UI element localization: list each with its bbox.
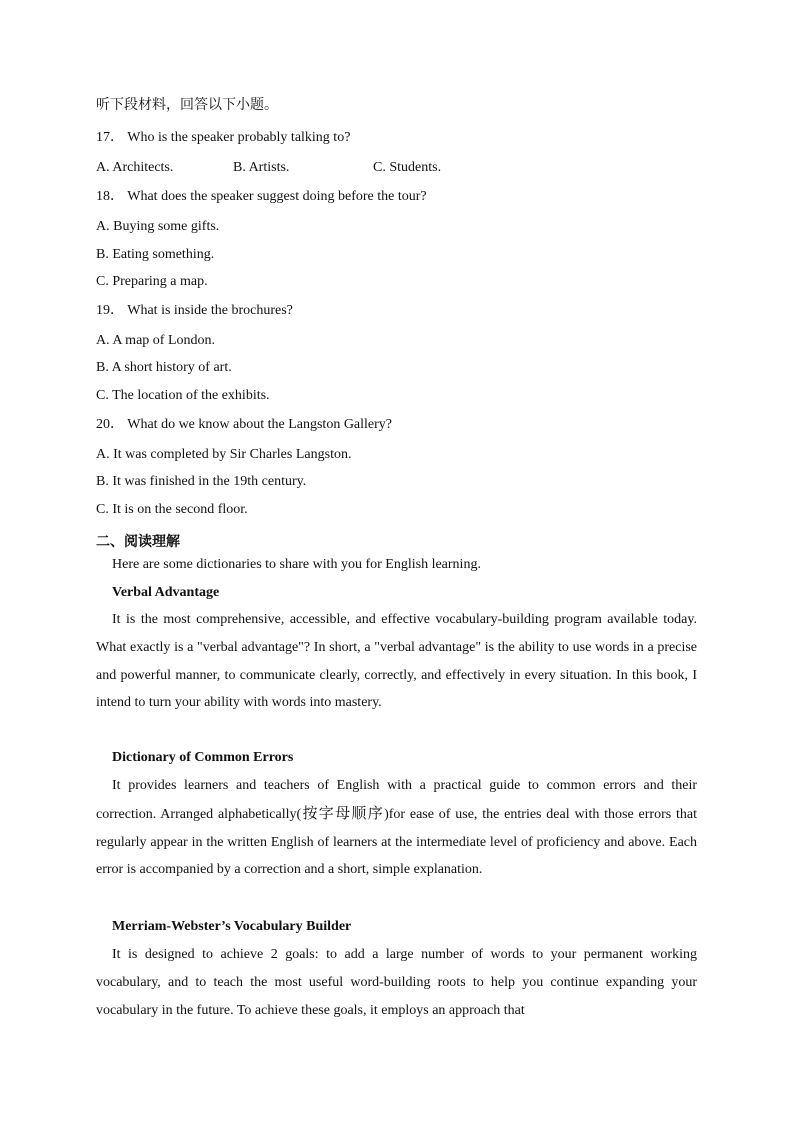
- book-description-vocabulary-builder: It is designed to achieve 2 goals: to add a large number of words to your permanent working vocabulary, and to teach the most useful word-building roots to help you continue expanding your vocabulary in the future. To achieve these goals, it employs an approach that: [96, 947, 697, 1018]
- option-c: C. Students.: [373, 160, 442, 175]
- chinese-gloss: 按字母顺序: [301, 803, 385, 822]
- question-number: 18．: [96, 189, 124, 204]
- section-title: 二、阅读理解: [96, 534, 180, 550]
- option-a: A. Architects.: [96, 160, 174, 175]
- question-17-options: [96, 159, 441, 177]
- book-title-common-errors: Dictionary of Common Errors: [112, 750, 294, 765]
- question-19-option-b: B. A short history of art.: [96, 360, 232, 375]
- question-18-option-b: B. Eating something.: [96, 247, 215, 262]
- book-description-verbal-advantage: It is the most comprehensive, accessible, and effective vocabulary-building program available today. What exactly is a "verbal advantage"? In short, a "verbal advantage" is the ability to use words in a precise and powerful manner, to communicate clearly, correctly, and effectively in every situation. In this book, I intend to turn your ability with words into mastery.: [96, 612, 697, 711]
- question-20-option-a: A. It was completed by Sir Charles Langston.: [96, 447, 352, 462]
- question-number: 19．: [96, 303, 124, 318]
- question-number: 20．: [96, 417, 124, 432]
- question-text: What is inside the brochures?: [127, 303, 293, 318]
- question-19-option-c: C. The location of the exhibits.: [96, 388, 270, 403]
- question-text: What does the speaker suggest doing before the tour?: [127, 189, 427, 204]
- question-18-option-a: A. Buying some gifts.: [96, 219, 220, 234]
- question-18: [96, 188, 427, 206]
- question-text: Who is the speaker probably talking to?: [127, 130, 351, 145]
- question-17: [96, 129, 350, 147]
- listening-instruction: 听下段材料，回答以下小题。: [96, 97, 278, 113]
- question-20-option-c: C. It is on the second floor.: [96, 502, 248, 517]
- question-19: [96, 302, 293, 320]
- question-text: What do we know about the Langston Gallery?: [127, 417, 393, 432]
- reading-intro: Here are some dictionaries to share with you for English learning.: [112, 557, 481, 572]
- book-description-common-errors: [96, 772, 697, 884]
- option-b: B. Artists.: [233, 160, 290, 175]
- question-number: 17．: [96, 130, 124, 145]
- description-text: It provides learners and teachers of English with a practical guide to common errors and their correction. Arranged alphabetically(: [96, 778, 697, 822]
- book-title-verbal-advantage: Verbal Advantage: [112, 585, 220, 600]
- question-18-option-c: C. Preparing a map.: [96, 274, 208, 289]
- description-text: )for ease of use, the entries deal with those errors that regularly appear in the written English of learners at the intermediate level of proficiency and above. Each error is accompanied by a correction and a short, simple explanation.: [96, 806, 697, 878]
- book-title-vocabulary-builder: Merriam-Webster’s Vocabulary Builder: [112, 919, 352, 934]
- question-20: [96, 416, 392, 434]
- question-19-option-a: A. A map of London.: [96, 333, 215, 348]
- question-20-option-b: B. It was finished in the 19th century.: [96, 474, 307, 489]
